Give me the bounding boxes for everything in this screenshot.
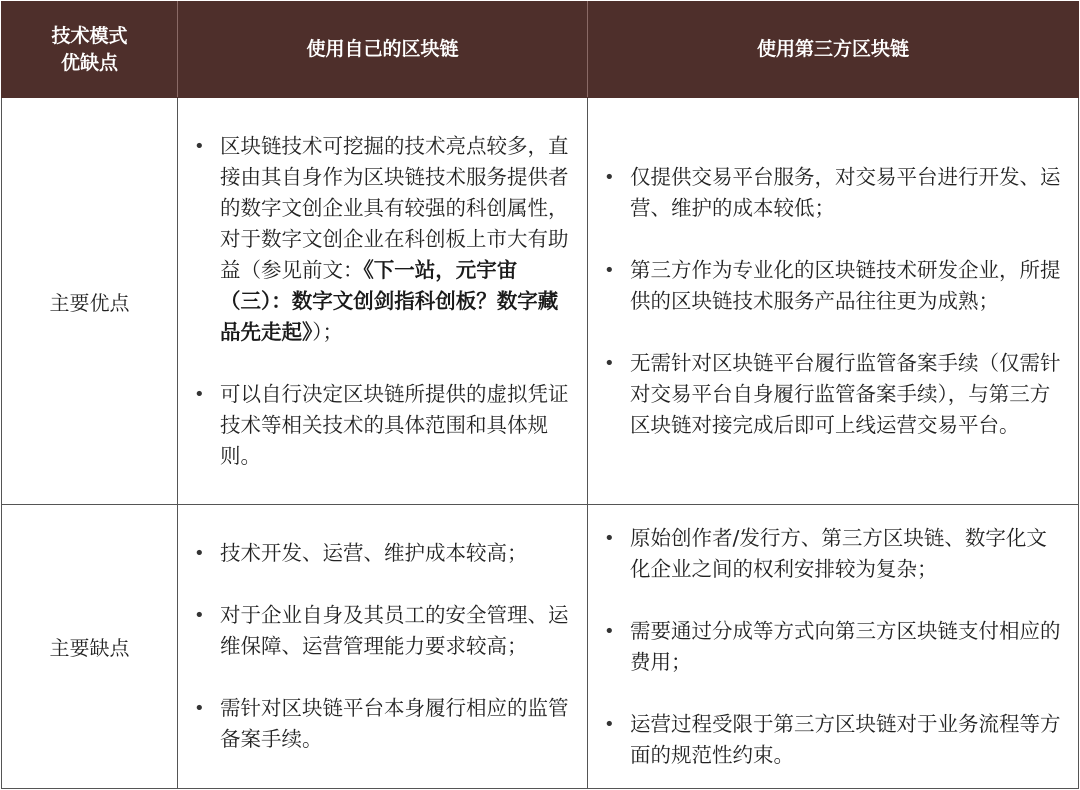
- header-mode-pros-cons: [2, 2, 178, 98]
- list-item: • 第三方作为专业化的区块链技术研发企业，所提供的区块链技术服务产品往往更为成熟；: [630, 255, 1064, 317]
- list-item: • 需针对区块链平台本身履行相应的监管备案手续。: [220, 693, 575, 755]
- header-line-2: 优缺点: [60, 51, 118, 74]
- header-own-blockchain: 使用自己的区块链: [178, 2, 588, 98]
- item-text-end: ）；: [312, 319, 343, 344]
- row-label: 主要缺点: [2, 505, 178, 789]
- third-disadvantages-cell: [588, 505, 1079, 789]
- list-item: • 无需针对区块链平台履行监管备案手续（仅需针对交易平台自身履行监管备案手续），与第三方区块链对接完成后即可上线运营交易平台。: [630, 348, 1064, 441]
- item-text: 区块链技术可挖掘的技术亮点较多，直接由其自身作为区块链技术服务提供者的数字文创企业具有较强的科创属性，对于数字文创企业在科创板上市大有助益（参见前文：: [220, 133, 569, 282]
- row-disadvantages: [2, 505, 1079, 789]
- third-advantages-cell: [588, 98, 1079, 505]
- own-disadvantages-cell: [178, 505, 588, 789]
- third-disadvantages-list: [588, 523, 1078, 771]
- header-line-1: 技术模式: [51, 24, 128, 47]
- list-item: • 仅提供交易平台服务，对交易平台进行开发、运营、维护的成本较低；: [630, 162, 1064, 224]
- comparison-table: [1, 1, 1079, 789]
- list-item: [220, 379, 575, 472]
- header-third-party-blockchain: 使用第三方区块链: [588, 2, 1079, 98]
- list-item: • 对于企业自身及其员工的安全管理、运维保障、运营管理能力要求较高；: [220, 600, 575, 662]
- row-advantages: [2, 98, 1079, 505]
- referenced-article-title: 《下一站，元宇宙（三）：数字文创剑指科创板？数字藏品先走起》: [220, 257, 559, 344]
- list-item: • 原始创作者/发行方、第三方区块链、数字化文化企业之间的权利安排较为复杂；: [630, 523, 1064, 585]
- item-text: 可以自行决定区块链所提供的虚拟凭证技术等相关技术的具体范围和具体规则。: [220, 381, 569, 468]
- own-advantages-cell: [178, 98, 588, 505]
- list-item: • 运营过程受限于第三方区块链对于业务流程等方面的规范性约束。: [630, 709, 1064, 771]
- third-advantages-list: [588, 162, 1078, 441]
- own-disadvantages-list: [178, 538, 587, 755]
- row-label: 主要优点: [2, 98, 178, 505]
- list-item: • 技术开发、运营、维护成本较高；: [220, 538, 575, 569]
- list-item: [220, 131, 575, 348]
- list-item: • 需要通过分成等方式向第三方区块链支付相应的费用；: [630, 616, 1064, 678]
- header-row: [2, 2, 1079, 98]
- own-advantages-list: [178, 131, 587, 472]
